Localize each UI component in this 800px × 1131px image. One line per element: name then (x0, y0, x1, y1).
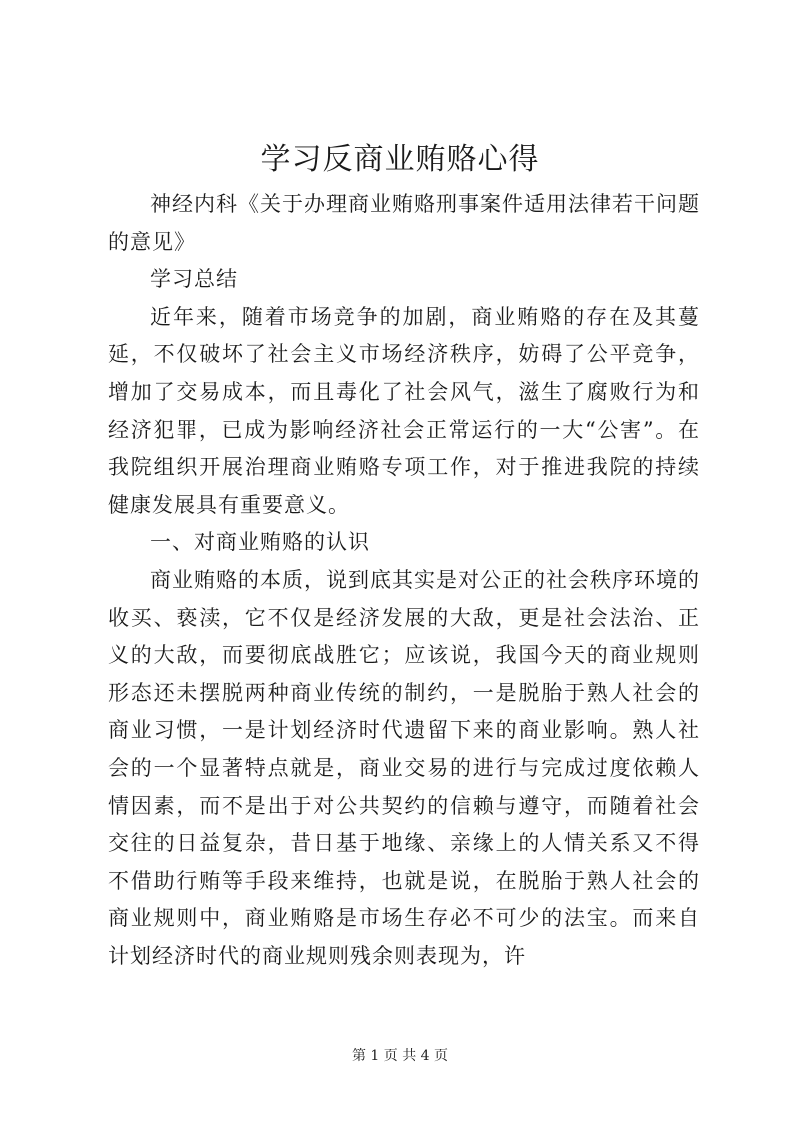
page-footer: 第 1 页 共 4 页 (351, 1048, 449, 1064)
paragraph-summary-label: 学习总结 (150, 267, 238, 292)
document-title: 学习反商业贿赂心得 (260, 142, 540, 177)
document-body (108, 186, 700, 975)
section-heading-1: 一、对商业贿赂的认识 (150, 530, 370, 555)
paragraph-section-1: 商业贿赂的本质，说到底其实是对公正的社会秩序环境的收买、亵渎，它不仅是经济发展的大敌，更是社会法治、正义的大敌，而要彻底战胜它；应该说，我国今天的商业规则形态还未摆脱两种商业传统的制约，一是脱胎于熟人社会的商业习惯，一是计划经济时代遗留下来的商业影响。熟人社会的一个显著特点就是，商业交易的进行与完成过度依赖人情因素，而不是出于对公共契约的信赖与遵守，而随着社会交往的日益复杂，昔日基于地缘、亲缘上的人情关系又不得不借助行贿等手段来维持，也就是说，在脱胎于熟人社会的商业规则中，商业贿赂是市场生存必不可少的法宝。而来自计划经济时代的商业规则残余则表现为，许 (108, 567, 700, 968)
paragraph-subtitle: 神经内科《关于办理商业贿赂刑事案件适用法律若干问题的意见》 (108, 192, 700, 254)
paragraph-intro: 近年来，随着市场竞争的加剧，商业贿赂的存在及其蔓延，不仅破坏了社会主义市场经济秩序，妨碍了公平竞争，增加了交易成本，而且毒化了社会风气，滋生了腐败行为和经济犯罪，已成为影响经济社会正常运行的一大“公害”。在我院组织开展治理商业贿赂专项工作，对于推进我院的持续健康发展具有重要意义。 (108, 304, 700, 517)
